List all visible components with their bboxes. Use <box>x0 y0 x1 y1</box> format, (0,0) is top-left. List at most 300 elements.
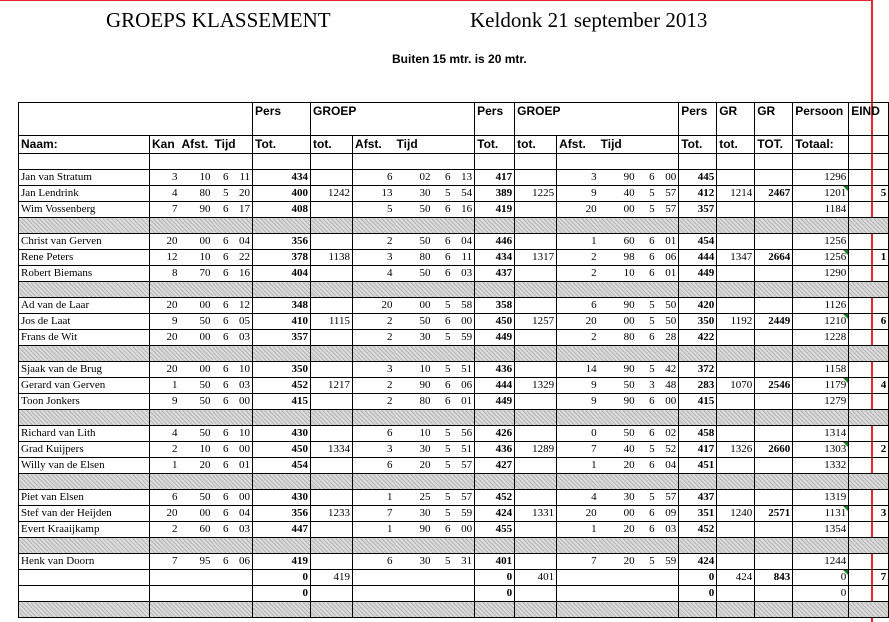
group-total-1 <box>311 426 353 442</box>
time-sec <box>453 586 475 602</box>
empty-cell <box>679 410 717 426</box>
time-min: 6 <box>637 170 657 186</box>
distance-value: 10 <box>395 362 433 378</box>
time-sec: 01 <box>657 266 679 282</box>
empty-cell <box>793 218 849 234</box>
empty-cell <box>717 282 755 298</box>
group-grand-total <box>755 202 793 218</box>
distance-value: 70 <box>180 266 213 282</box>
kan-value: 1 <box>150 378 180 394</box>
table-row <box>19 186 889 202</box>
distance-value: 13 <box>353 186 395 202</box>
group-total-2: 1225 <box>515 186 557 202</box>
empty-cell <box>793 538 849 554</box>
distance-value: 20 <box>353 298 395 314</box>
table-row <box>19 522 889 538</box>
group-grand-total <box>755 298 793 314</box>
person-total: 1256 <box>793 250 849 266</box>
group-total-2 <box>515 170 557 186</box>
empty-cell <box>475 602 515 618</box>
distance-value: 90 <box>599 394 637 410</box>
group-total-2 <box>515 458 557 474</box>
time-sec: 02 <box>657 426 679 442</box>
group-total-2: 401 <box>515 570 557 586</box>
person-total: 0 <box>793 586 849 602</box>
group-separator-row <box>19 474 889 490</box>
empty-cell <box>515 282 557 298</box>
table-row <box>19 394 889 410</box>
time-sec: 52 <box>657 442 679 458</box>
distance-value: 9 <box>557 394 599 410</box>
group-grand-total: 2664 <box>755 250 793 266</box>
distance-value: 2 <box>353 378 395 394</box>
group-total-2 <box>515 266 557 282</box>
round1-total: 419 <box>253 554 311 570</box>
distance-value: 50 <box>180 378 213 394</box>
round1-total: 348 <box>253 298 311 314</box>
group-total-2: 1289 <box>515 442 557 458</box>
time-sec <box>231 570 253 586</box>
distance-value: 9 <box>557 186 599 202</box>
kan-value: 4 <box>150 186 180 202</box>
empty-cell <box>475 538 515 554</box>
group-grand-total <box>755 362 793 378</box>
group-total-2 <box>515 330 557 346</box>
col-group-persoon: Persoon <box>793 103 849 136</box>
empty-cell <box>395 218 475 234</box>
empty-cell <box>213 474 253 490</box>
col-gr-total: TOT. <box>755 136 793 154</box>
time-min: 5 <box>433 490 453 506</box>
distance-value: 5 <box>353 202 395 218</box>
distance-value: 6 <box>557 298 599 314</box>
empty-cell <box>515 602 557 618</box>
distance-value: 1 <box>353 490 395 506</box>
distance-value: 2 <box>557 250 599 266</box>
time-min: 5 <box>637 554 657 570</box>
participant-name: Wim Vossenberg <box>19 202 150 218</box>
distance-value: 90 <box>395 522 433 538</box>
empty-cell <box>213 282 253 298</box>
group-total-3 <box>717 330 755 346</box>
time-min: 6 <box>213 234 231 250</box>
distance-value: 2 <box>353 234 395 250</box>
time-min: 6 <box>213 554 231 570</box>
distance-value: 50 <box>180 490 213 506</box>
empty-cell <box>19 218 150 234</box>
participant-name: Jan Lendrink <box>19 186 150 202</box>
time-min: 6 <box>433 394 453 410</box>
round1-total: 430 <box>253 426 311 442</box>
empty-cell <box>19 474 150 490</box>
group-total-2: 1317 <box>515 250 557 266</box>
empty-cell <box>717 154 755 170</box>
col-tot-2: Tot. <box>475 136 515 154</box>
table-row <box>19 554 889 570</box>
time-min: 6 <box>213 298 231 314</box>
time-sec: 00 <box>231 394 253 410</box>
empty-cell <box>849 154 889 170</box>
round2-total: 434 <box>475 250 515 266</box>
final-rank <box>849 298 889 314</box>
table-row <box>19 330 889 346</box>
time-min <box>213 570 231 586</box>
kan-value: 20 <box>150 330 180 346</box>
time-sec: 59 <box>657 554 679 570</box>
empty-cell <box>311 474 353 490</box>
person-total: 1319 <box>793 490 849 506</box>
time-min: 6 <box>433 314 453 330</box>
kan-value: 20 <box>150 298 180 314</box>
empty-cell <box>599 346 679 362</box>
distance-value: 6 <box>353 426 395 442</box>
time-sec: 57 <box>657 186 679 202</box>
time-sec: 10 <box>231 426 253 442</box>
participant-name: Frans de Wit <box>19 330 150 346</box>
participant-name: Robert Biemans <box>19 266 150 282</box>
col-groep-tot-2: tot. <box>515 136 557 154</box>
empty-cell <box>599 474 679 490</box>
distance-value: 20 <box>395 458 433 474</box>
empty-cell <box>849 602 889 618</box>
distance-value: 50 <box>395 266 433 282</box>
time-sec: 09 <box>657 506 679 522</box>
time-min: 5 <box>433 186 453 202</box>
time-sec: 16 <box>231 266 253 282</box>
distance-value: 90 <box>599 362 637 378</box>
distance-value: 40 <box>599 186 637 202</box>
kan-value: 9 <box>150 394 180 410</box>
round1-total: 410 <box>253 314 311 330</box>
group-total-3 <box>717 202 755 218</box>
group-grand-total: 2449 <box>755 314 793 330</box>
kan-value: 2 <box>150 522 180 538</box>
table-row <box>19 314 889 330</box>
round1-total: 408 <box>253 202 311 218</box>
group-grand-total <box>755 266 793 282</box>
participant-name: Richard van Lith <box>19 426 150 442</box>
col-group-groep-2: GROEP <box>515 103 679 136</box>
distance-value: 4 <box>557 490 599 506</box>
group-total-1 <box>311 362 353 378</box>
time-min <box>433 570 453 586</box>
empty-cell <box>395 410 475 426</box>
round1-total: 452 <box>253 378 311 394</box>
empty-cell <box>19 538 150 554</box>
group-total-1 <box>311 202 353 218</box>
empty-cell <box>557 538 599 554</box>
time-sec: 54 <box>453 186 475 202</box>
time-sec: 04 <box>657 458 679 474</box>
time-min: 5 <box>637 490 657 506</box>
group-total-2 <box>515 586 557 602</box>
empty-cell <box>557 410 599 426</box>
table-row <box>19 570 889 586</box>
empty-cell <box>679 282 717 298</box>
spacer-row <box>19 154 889 170</box>
empty-cell <box>253 602 311 618</box>
empty-cell <box>557 474 599 490</box>
group-total-1 <box>311 298 353 314</box>
time-sec: 12 <box>231 298 253 314</box>
group-separator-row <box>19 538 889 554</box>
empty-cell <box>557 346 599 362</box>
distance-value: 10 <box>180 442 213 458</box>
distance-value: 90 <box>395 378 433 394</box>
final-rank: 7 <box>849 570 889 586</box>
empty-cell <box>679 602 717 618</box>
time-sec: 57 <box>453 458 475 474</box>
time-sec: 00 <box>453 314 475 330</box>
empty-cell <box>311 154 353 170</box>
distance-value: 20 <box>557 202 599 218</box>
empty-cell <box>755 538 793 554</box>
final-rank: 5 <box>849 186 889 202</box>
distance-value: 80 <box>395 250 433 266</box>
distance-value: 1 <box>353 522 395 538</box>
round3-total: 350 <box>679 314 717 330</box>
time-min: 6 <box>433 250 453 266</box>
distance-value: 20 <box>599 458 637 474</box>
distance-value: 50 <box>180 426 213 442</box>
round1-total: 357 <box>253 330 311 346</box>
distance-value: 50 <box>180 394 213 410</box>
kan-value: 1 <box>150 458 180 474</box>
kan-value: 7 <box>150 554 180 570</box>
person-total: 1290 <box>793 266 849 282</box>
round3-total: 351 <box>679 506 717 522</box>
time-min: 6 <box>637 506 657 522</box>
distance-value: 10 <box>395 426 433 442</box>
distance-value: 2 <box>557 266 599 282</box>
empty-cell <box>755 602 793 618</box>
empty-cell <box>557 218 599 234</box>
final-rank <box>849 170 889 186</box>
round3-total: 445 <box>679 170 717 186</box>
time-sec: 06 <box>231 554 253 570</box>
participant-name: Henk van Doorn <box>19 554 150 570</box>
col-group-eind: EIND <box>849 103 889 136</box>
final-rank: 1 <box>849 250 889 266</box>
time-min: 6 <box>213 378 231 394</box>
group-total-3: 1240 <box>717 506 755 522</box>
group-total-1 <box>311 170 353 186</box>
empty-cell <box>755 410 793 426</box>
time-min: 5 <box>213 186 231 202</box>
time-min: 5 <box>433 426 453 442</box>
distance-value: 6 <box>353 458 395 474</box>
empty-cell <box>213 538 253 554</box>
time-sec: 00 <box>657 394 679 410</box>
distance-value <box>353 570 395 586</box>
distance-value: 2 <box>353 394 395 410</box>
final-rank <box>849 554 889 570</box>
time-sec: 00 <box>657 170 679 186</box>
group-total-1 <box>311 490 353 506</box>
kan-value: 7 <box>150 202 180 218</box>
distance-value: 50 <box>599 426 637 442</box>
group-total-3 <box>717 458 755 474</box>
distance-value: 30 <box>395 330 433 346</box>
distance-value: 00 <box>180 506 213 522</box>
empty-cell <box>599 218 679 234</box>
table-row <box>19 250 889 266</box>
round2-total: 426 <box>475 426 515 442</box>
distance-value: 80 <box>395 394 433 410</box>
empty-cell <box>557 602 599 618</box>
table-row <box>19 234 889 250</box>
time-min: 6 <box>213 314 231 330</box>
participant-name: Evert Kraaijkamp <box>19 522 150 538</box>
empty-cell <box>180 218 213 234</box>
empty-cell <box>599 154 679 170</box>
group-grand-total: 2571 <box>755 506 793 522</box>
col-kan: Kan <box>150 136 180 154</box>
final-rank <box>849 458 889 474</box>
group-total-2 <box>515 522 557 538</box>
time-sec: 59 <box>453 330 475 346</box>
time-sec: 31 <box>453 554 475 570</box>
empty-cell <box>717 474 755 490</box>
time-min: 6 <box>213 506 231 522</box>
round2-total: 358 <box>475 298 515 314</box>
distance-value: 25 <box>395 490 433 506</box>
group-total-1: 1115 <box>311 314 353 330</box>
distance-value: 00 <box>180 330 213 346</box>
group-total-1 <box>311 522 353 538</box>
empty-cell <box>253 474 311 490</box>
empty-cell <box>150 474 180 490</box>
distance-value: 6 <box>353 170 395 186</box>
round1-total: 400 <box>253 186 311 202</box>
distance-value: 00 <box>599 202 637 218</box>
time-sec: 03 <box>231 378 253 394</box>
person-total: 1296 <box>793 170 849 186</box>
col-group-pers-2: Pers <box>475 103 515 136</box>
person-total: 1256 <box>793 234 849 250</box>
group-total-1: 1138 <box>311 250 353 266</box>
empty-cell <box>253 346 311 362</box>
distance-value: 3 <box>353 362 395 378</box>
empty-cell <box>395 282 475 298</box>
group-grand-total: 843 <box>755 570 793 586</box>
round1-total: 356 <box>253 234 311 250</box>
empty-cell <box>311 346 353 362</box>
time-min: 6 <box>433 266 453 282</box>
distance-value: 00 <box>599 314 637 330</box>
group-total-1 <box>311 586 353 602</box>
time-sec: 03 <box>231 330 253 346</box>
group-total-1 <box>311 554 353 570</box>
empty-cell <box>213 218 253 234</box>
empty-cell <box>19 602 150 618</box>
group-grand-total <box>755 170 793 186</box>
final-rank: 4 <box>849 378 889 394</box>
kan-value: 20 <box>150 362 180 378</box>
empty-cell <box>353 218 395 234</box>
group-total-3: 1326 <box>717 442 755 458</box>
round2-total: 449 <box>475 394 515 410</box>
group-grand-total <box>755 586 793 602</box>
empty-cell <box>557 282 599 298</box>
empty-cell <box>849 282 889 298</box>
kan-value: 8 <box>150 266 180 282</box>
distance-value: 00 <box>180 362 213 378</box>
time-min <box>433 586 453 602</box>
participant-name: Gerard van Gerven <box>19 378 150 394</box>
participant-name: Stef van der Heijden <box>19 506 150 522</box>
round2-total: 436 <box>475 362 515 378</box>
time-sec: 03 <box>453 266 475 282</box>
empty-cell <box>475 410 515 426</box>
round3-total: 417 <box>679 442 717 458</box>
header-row-columns <box>19 136 889 154</box>
time-sec: 17 <box>231 202 253 218</box>
group-total-3: 1070 <box>717 378 755 394</box>
empty-cell <box>599 282 679 298</box>
group-total-3: 1192 <box>717 314 755 330</box>
empty-cell <box>475 154 515 170</box>
distance-value <box>599 570 637 586</box>
group-grand-total <box>755 458 793 474</box>
empty-cell <box>150 602 180 618</box>
distance-value: 50 <box>395 202 433 218</box>
time-sec: 04 <box>231 234 253 250</box>
round3-total: 357 <box>679 202 717 218</box>
group-total-3 <box>717 362 755 378</box>
empty-cell <box>717 410 755 426</box>
person-total: 0 <box>793 570 849 586</box>
empty-cell <box>213 602 253 618</box>
final-rank: 6 <box>849 314 889 330</box>
distance-value: 30 <box>395 442 433 458</box>
round1-total: 415 <box>253 394 311 410</box>
participant-name: Jan van Stratum <box>19 170 150 186</box>
empty-cell <box>599 538 679 554</box>
participant-name <box>19 586 150 602</box>
time-min: 5 <box>637 298 657 314</box>
distance-value <box>180 570 213 586</box>
empty-cell <box>557 154 599 170</box>
empty-cell <box>599 602 679 618</box>
group-total-1 <box>311 234 353 250</box>
time-sec <box>231 586 253 602</box>
group-grand-total <box>755 330 793 346</box>
distance-value: 4 <box>353 266 395 282</box>
person-total: 1179 <box>793 378 849 394</box>
group-total-3 <box>717 394 755 410</box>
empty-cell <box>755 218 793 234</box>
col-gr-tot: tot. <box>717 136 755 154</box>
group-total-1 <box>311 394 353 410</box>
empty-cell <box>19 154 150 170</box>
col-afst-1: Afst. <box>180 136 213 154</box>
round3-total: 283 <box>679 378 717 394</box>
distance-value <box>395 586 433 602</box>
distance-value: 6 <box>353 554 395 570</box>
round2-total: 446 <box>475 234 515 250</box>
empty-cell <box>679 538 717 554</box>
empty-cell <box>475 282 515 298</box>
empty-cell <box>213 410 253 426</box>
empty-cell <box>19 346 150 362</box>
distance-value: 7 <box>557 554 599 570</box>
kan-value: 12 <box>150 250 180 266</box>
empty-cell <box>679 218 717 234</box>
group-separator-row <box>19 346 889 362</box>
col-group-gr-2: GR <box>755 103 793 136</box>
empty-cell <box>253 538 311 554</box>
